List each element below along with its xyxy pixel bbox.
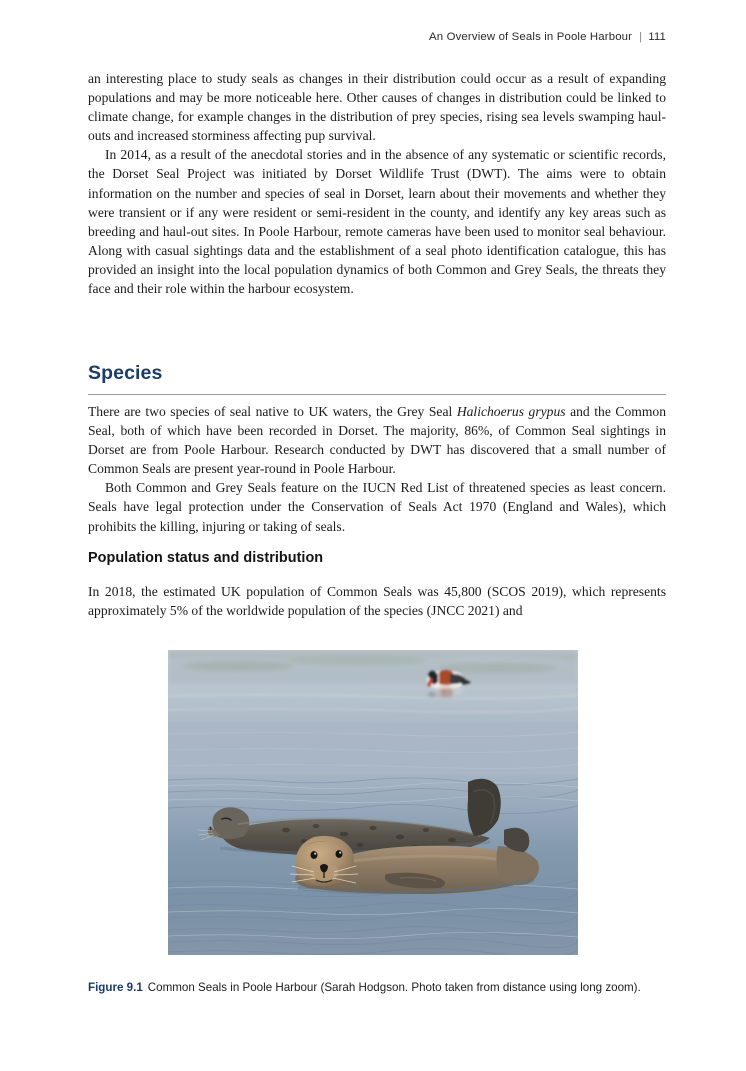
figure-caption-text: Common Seals in Poole Harbour (Sarah Hodgson. Photo taken from distance using long zoom). — [147, 981, 641, 994]
running-header-title: An Overview of Seals in Poole Harbour — [429, 31, 633, 43]
seal-photograph — [168, 650, 578, 955]
figure-caption — [88, 979, 666, 997]
body-text-block-population — [88, 582, 666, 620]
section-heading-species: Species — [88, 362, 163, 384]
paragraph-species-intro — [88, 402, 666, 478]
species-text-part-2: and the Common Seal, both of which have been recorded in Dorset. The majority, 86%, of Common Seal sightings in Dorset are from Poole Harbour. Research conducted by DWT has discovered that a small number of Common Seals are present year-round in Poole Harbour. — [88, 404, 666, 477]
running-header — [88, 31, 666, 43]
species-latin-name: Halichoerus grypus — [456, 404, 566, 419]
paragraph-dorset-seal-project: In 2014, as a result of the anecdotal stories and in the absence of any systematic or scientific records, the Dorset Seal Project was initiated by Dorset Wildlife Trust (DWT). The aims were to obtain information on the number and species of seal in Dorset, learn about their movements and whether they were transient or if any were resident or semi-resident in the county, and identify any key areas such as breeding and haul-out sites. In Poole Harbour, remote cameras have been used to monitor seal behaviour. Along with casual sightings data and the establishment of a seal photo identification catalogue, this has provided an insight into the local population dynamics of both Common and Grey Seals, the threats they face and their role within the harbour ecosystem. — [88, 147, 666, 297]
paragraph-continued: an interesting place to study seals as changes in their distribution could occur as a result of expanding populations and may be more noticeable here. Other causes of changes in distribution could be linked to climate change, for example changes in the distribution of prey species, rising sea levels swamping haul-outs and increased storminess affecting pup survival. — [88, 71, 666, 144]
running-header-separator: | — [639, 31, 643, 43]
body-text-block-top — [88, 69, 666, 298]
body-text-block-species — [88, 402, 666, 536]
subsection-heading-population: Population status and distribution — [88, 550, 324, 566]
section-heading-rule — [88, 394, 666, 395]
figure-label: Figure 9.1 — [88, 981, 143, 994]
paragraph-iucn-protection: Both Common and Grey Seals feature on the IUCN Red List of threatened species as least concern. Seals have legal protection under the Conservation of Seals Act 1970 (England and Wales), which prohibits the killing, injuring or taking of seals. — [88, 480, 666, 534]
species-text-part-1: There are two species of seal native to UK waters, the Grey Seal — [88, 404, 457, 419]
figure-9-1 — [168, 650, 578, 955]
seal-photo-illustration — [168, 650, 578, 955]
page-number: 111 — [648, 31, 666, 43]
paragraph-population-estimate: In 2018, the estimated UK population of Common Seals was 45,800 (SCOS 2019), which represents approximately 5% of the worldwide population of the species (JNCC 2021) and — [88, 584, 666, 619]
